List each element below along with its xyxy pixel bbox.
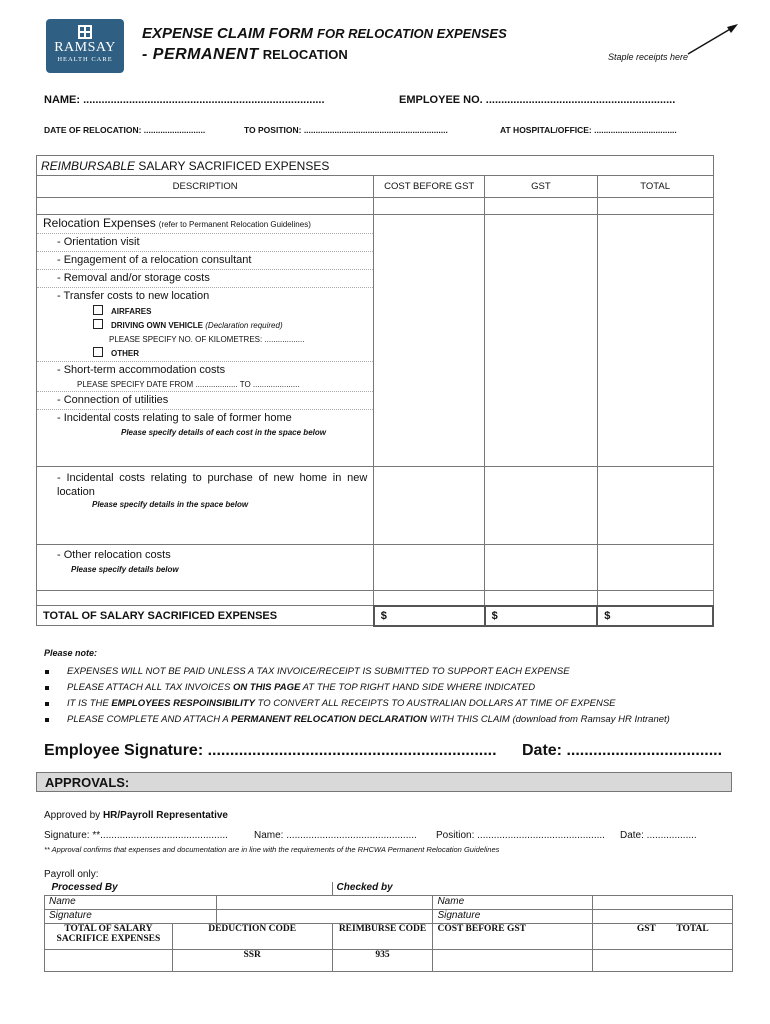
note-2a: PLEASE ATTACH ALL TAX INVOICES (67, 682, 231, 693)
processed-signature-field[interactable]: Signature (45, 910, 217, 924)
payroll-table (44, 882, 733, 972)
note-2c: AT THE TOP RIGHT HAND SIDE WHERE INDICATED (302, 682, 536, 693)
accommodation-date-field[interactable]: PLEASE SPECIFY DATE FROM ................... TO ..................... (77, 380, 300, 389)
item-other-costs: - Other relocation costs (57, 549, 171, 561)
driving-option[interactable] (37, 319, 373, 333)
title-line-1 (142, 25, 507, 42)
cost-cell[interactable] (374, 215, 485, 467)
header-cost-before-gst: COST BEFORE GST (374, 176, 485, 198)
title-sub: FOR RELOCATION EXPENSES (317, 26, 507, 41)
total-total-field[interactable]: $ (597, 606, 713, 626)
other-label: OTHER (111, 349, 139, 358)
item-orientation: - Orientation visit (37, 233, 373, 251)
checked-name-field[interactable]: Name (433, 896, 593, 910)
section-title-a: REIMBURSABLE (41, 158, 136, 173)
ramsay-logo (46, 19, 124, 73)
approved-by (44, 810, 228, 821)
processed-name-value[interactable] (216, 896, 433, 910)
col-total: TOTAL (676, 924, 709, 934)
driving-label: DRIVING OWN VEHICLE (111, 321, 204, 330)
airfares-option[interactable] (37, 305, 373, 319)
other-costs-block[interactable] (37, 545, 374, 591)
total-cell[interactable] (597, 215, 713, 467)
processed-by-label: Processed By (45, 882, 333, 896)
hospital-office-field[interactable]: AT HOSPITAL/OFFICE: ................................... (500, 125, 677, 135)
purchase-total-cell[interactable] (597, 467, 713, 545)
note-1: EXPENSES WILL NOT BE PAID UNLESS A TAX INVOICE/RECEIPT IS SUBMITTED TO SUPPORT EACH EXPENSE (44, 666, 670, 682)
other-cost-cell[interactable] (374, 545, 485, 591)
checkbox-driving[interactable] (93, 319, 103, 329)
checked-by-label: Checked by (332, 882, 732, 896)
col-gst: GST (636, 924, 656, 934)
please-note-heading: Please note: (44, 648, 98, 658)
name-field[interactable]: NAME: ............................................................................... (44, 94, 325, 106)
item-sale: - Incidental costs relating to sale of former home (57, 412, 292, 424)
item-transfer: - Transfer costs to new location (37, 287, 373, 305)
checked-signature-field[interactable]: Signature (433, 910, 593, 924)
note-3c: TO CONVERT ALL RECEIPTS TO AUSTRALIAN DOLLARS AT TIME OF EXPENSE (257, 698, 616, 709)
processed-name-field[interactable]: Name (45, 896, 217, 910)
approval-position-field[interactable]: Position: .............................................. (436, 830, 605, 841)
gst-cell[interactable] (485, 215, 598, 467)
date-of-relocation-field[interactable]: DATE OF RELOCATION: .......................... (44, 125, 206, 135)
reloc-guidelines: (refer to Permanent Relocation Guidelines) (158, 220, 311, 229)
processed-signature-value[interactable] (216, 910, 433, 924)
airfares-label: AIRFARES (111, 307, 152, 316)
note-3b: EMPLOYEES RESPOINSIBILITY (111, 698, 255, 709)
col-deduction-code: DEDUCTION CODE (172, 924, 332, 950)
title-relocation: RELOCATION (262, 47, 348, 62)
description-cell (37, 215, 374, 467)
note-4 (44, 714, 670, 730)
purchase-cost-cell[interactable] (374, 467, 485, 545)
payroll-gst-total-value[interactable] (593, 950, 733, 972)
approval-signature-field[interactable]: Signature: **.............................................. (44, 830, 228, 841)
col-reimburse-code: REIMBURSE CODE (332, 924, 433, 950)
purchase-note: Please specify details in the space below (92, 500, 249, 509)
arrow-icon (684, 18, 744, 58)
checked-name-value[interactable] (593, 896, 733, 910)
employee-no-field[interactable]: EMPLOYEE NO. .............................................................. (399, 94, 676, 106)
deduction-code-value: SSR (172, 950, 332, 972)
total-label: TOTAL OF SALARY SACRIFICED EXPENSES (37, 606, 374, 626)
km-field[interactable]: PLEASE SPECIFY NO. OF KILOMETRES: .................. (109, 335, 305, 344)
approvals-heading: APPROVALS: (36, 772, 732, 792)
logo-subtitle: HEALTH CARE (57, 56, 113, 63)
note-3 (44, 698, 670, 714)
note-4a: PLEASE COMPLETE AND ATTACH A (67, 714, 229, 725)
note-4b: PERMANENT RELOCATION DECLARATION (231, 714, 427, 725)
section-title-b: SALARY SACRIFICED EXPENSES (138, 158, 330, 173)
sale-note: Please specify details of each cost in the space below (121, 428, 326, 437)
item-purchase: - Incidental costs relating to purchase of new home in new location (57, 472, 368, 498)
payroll-total-value[interactable] (45, 950, 173, 972)
header-gst: GST (485, 176, 598, 198)
col-gst-total (593, 924, 733, 950)
title-permanent: - PERMANENT (142, 46, 259, 63)
item-consultant: - Engagement of a relocation consultant (37, 251, 373, 269)
checked-signature-value[interactable] (593, 910, 733, 924)
item-accommodation: - Short-term accommodation costs (37, 361, 373, 379)
title-line-2 (142, 46, 348, 64)
other-costs-note: Please specify details below (71, 565, 179, 574)
col-total-salary-sacrifice: TOTAL OF SALARY SACRIFICE EXPENSES (45, 924, 173, 950)
header-total: TOTAL (597, 176, 713, 198)
reloc-heading: Relocation Expenses (43, 216, 156, 230)
approval-footnote: ** Approval confirms that expenses and documentation are in line with the requirements of the RHCWA Permanent Relocation Guidelines (44, 845, 500, 854)
section-title (37, 156, 714, 176)
payroll-only-label: Payroll only: (44, 869, 99, 880)
total-gst-field[interactable]: $ (485, 606, 598, 626)
employee-signature-field[interactable]: Employee Signature: ................................................................. (44, 742, 497, 759)
other-total-cell[interactable] (597, 545, 713, 591)
purchase-block[interactable] (37, 467, 374, 545)
checkbox-other[interactable] (93, 347, 103, 357)
date-field[interactable]: Date: ................................... (522, 742, 723, 759)
to-position-field[interactable]: TO POSITION: ............................................................. (244, 125, 448, 135)
staple-receipts-note: Staple receipts here (608, 52, 689, 62)
note-2 (44, 682, 670, 698)
other-option[interactable] (37, 347, 373, 361)
approved-by-label: Approved by (44, 810, 101, 821)
note-3a: IT IS THE (67, 698, 109, 709)
payroll-cost-value[interactable] (433, 950, 593, 972)
purchase-gst-cell[interactable] (485, 467, 598, 545)
relocation-expenses-heading (37, 215, 373, 233)
expenses-table (36, 155, 714, 627)
total-cost-field[interactable]: $ (374, 606, 485, 626)
checkbox-airfares[interactable] (93, 305, 103, 315)
approval-date-field[interactable]: Date: .................. (620, 830, 697, 841)
approval-name-field[interactable]: Name: ............................................... (254, 830, 417, 841)
driving-note: (Declaration required) (205, 321, 283, 330)
notes-list (44, 666, 670, 730)
approved-by-role: HR/Payroll Representative (102, 810, 228, 821)
item-utilities: - Connection of utilities (37, 391, 373, 409)
other-gst-cell[interactable] (485, 545, 598, 591)
sale-block[interactable] (37, 409, 373, 466)
logo-name: RAMSAY (54, 40, 116, 55)
note-2b: ON THIS PAGE (232, 682, 301, 693)
reimburse-code-value: 935 (332, 950, 433, 972)
note-4c: WITH THIS CLAIM (download from Ramsay HR Intranet) (429, 714, 670, 725)
cross-icon (78, 25, 92, 39)
col-cost-before-gst: COST BEFORE GST (433, 924, 593, 950)
title-main: EXPENSE CLAIM FORM (142, 25, 313, 42)
header-description: DESCRIPTION (37, 176, 374, 198)
item-removal: - Removal and/or storage costs (37, 269, 373, 287)
